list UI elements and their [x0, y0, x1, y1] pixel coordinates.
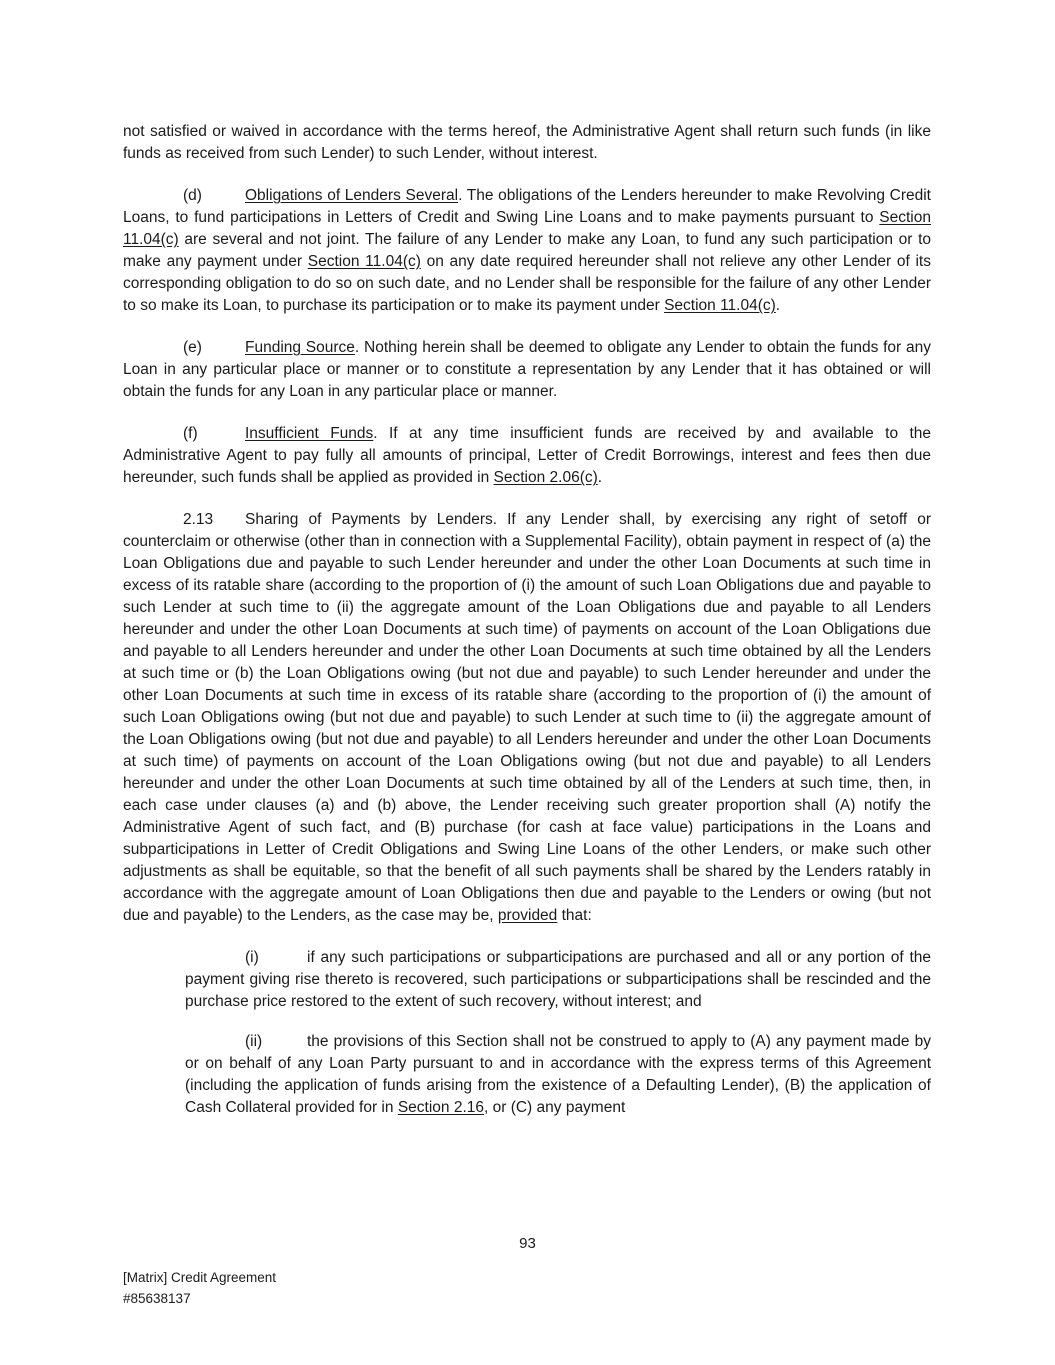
document-footer	[123, 1267, 276, 1309]
paragraph-e-funding-source: (e) Funding Source. Nothing herein shall be deemed to obligate any Lender to obtain the funds for any Loan in any particular place or manner or to constitute a representation by any Lender that it has obtained or will obtain the funds for any Loan in any particular place or manner.	[123, 339, 931, 400]
paragraph-d-obligations-of-lenders-several: (d) Obligations of Lenders Several. The obligations of the Lenders hereunder to make Revolving Credit Loans, to fund participations in Letters of Credit and Swing Line Loans and to make payments pursuant to Section 11.04(c) are several and not joint. The failure of any Lender to make any Loan, to fund any such participation or to make any payment under Section 11.04(c) on any date required hereunder shall not relieve any other Lender of its corresponding obligation to do so on such date, and no Lender shall be responsible for the failure of any other Lender to so make its Loan, to purchase its participation or to make its payment under Section 11.04(c).	[123, 187, 931, 314]
section-2-13-sharing-of-payments: 2.13 Sharing of Payments by Lenders. If any Lender shall, by exercising any right of setoff or counterclaim or otherwise (other than in connection with a Supplemental Facility), obtain payment in respect of (a) the Loan Obligations due and payable to such Lender hereunder and under the other Loan Documents at such time in excess of its ratable share (according to the proportion of (i) the amount of such Loan Obligations due and payable to such Lender at such time to (ii) the aggregate amount of the Loan Obligations due and payable to all Lenders hereunder and under the other Loan Documents at such time) of payments on account of the Loan Obligations due and payable to all Lenders hereunder and under the other Loan Documents at such time obtained by all the Lenders at such time or (b) the Loan Obligations owing (but not due and payable) to such Lender hereunder and under the other Loan Documents at such time in excess of its ratable share (according to the proportion of (i) the amount of such Loan Obligations owing (but not due and payable) to such Lender at such time to (ii) the aggregate amount of the Loan Obligations owing (but not due and payable) to all Lenders hereunder and under the other Loan Documents at such time) of payments on account of the Loan Obligations owing (but not due and payable) to all Lenders hereunder and under the other Loan Documents at such time obtained by all of the Lenders at such time, then, in each case under clauses (a) and (b) above, the Lender receiving such greater proportion shall (A) notify the Administrative Agent of such fact, and (B) purchase (for cash at face value) participations in the Loans and subparticipations in Letter of Credit Obligations and Swing Line Loans of the other Lenders, or make such other adjustments as shall be equitable, so that the benefit of all such payments shall be shared by the Lenders ratably in accordance with the aggregate amount of Loan Obligations then due and payable to the Lenders or owing (but not due and payable) to the Lenders, as the case may be, provided that:	[123, 511, 931, 924]
paragraph-f-insufficient-funds: (f) Insufficient Funds. If at any time insufficient funds are received by and available to the Administrative Agent to pay fully all amounts of principal, Letter of Credit Borrowings, interest and fees then due hereunder, such funds shall be applied as provided in Section 2.06(c).	[123, 425, 931, 486]
page-number: 93	[519, 1235, 536, 1252]
document-body	[123, 121, 931, 1119]
footer-document-title: [Matrix] Credit Agreement	[123, 1270, 277, 1285]
continuation-paragraph: not satisfied or waived in accordance with the terms hereof, the Administrative Agent shall return such funds (in like funds as received from such Lender) to such Lender, without interest.	[123, 123, 931, 162]
subparagraph-ii: (ii) the provisions of this Section shall not be construed to apply to (A) any payment made by or on behalf of any Loan Party pursuant to and in accordance with the express terms of this Agreement (including the application of funds arising from the existence of a Defaulting Lender), (B) the application of Cash Collateral provided for in Section 2.16, or (C) any payment	[185, 1033, 931, 1116]
subparagraph-i: (i) if any such participations or subparticipations are purchased and all or any portion of the payment giving rise thereto is recovered, such participations or subparticipations shall be rescinded and the purchase price restored to the extent of such recovery, without interest; and	[185, 949, 931, 1010]
footer-document-id: #85638137	[123, 1291, 191, 1306]
